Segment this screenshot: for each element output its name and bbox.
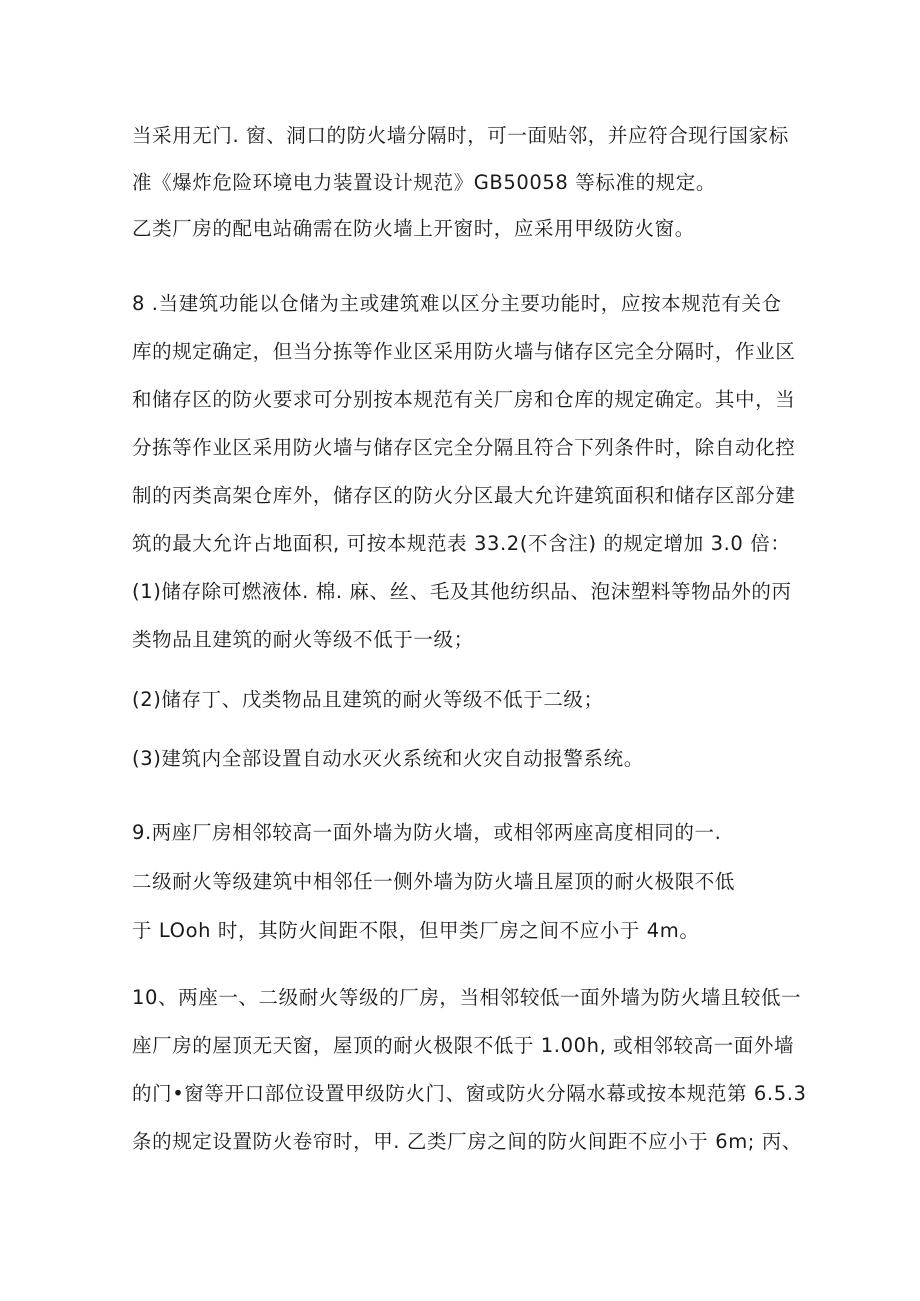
- text-line: 二级耐火等级建筑中相邻任一侧外墙为防火墙且屋顶的耐火极限不低: [132, 870, 736, 893]
- text-line: 准《爆炸危险环境电力装置设计规范》GB50058 等标准的规定。: [132, 171, 716, 194]
- text-line: 8 .当建筑功能以仓储为主或建筑难以区分主要功能时，应按本规范有关仓: [132, 292, 782, 315]
- text-line: 当采用无门. 窗、洞口的防火墙分隔时，可一面贴邻，并应符合现行国家标: [132, 124, 789, 147]
- text-line: 于 LOoh 时，其防火间距不限，但甲类厂房之间不应小于 4m。: [132, 919, 700, 942]
- text-line: 乙类厂房的配电站确需在防火墙上开窗时，应采用甲级防火窗。: [132, 217, 695, 240]
- text-line: 9.两座厂房相邻较高一面外墙为防火墙，或相邻两座高度相同的一.: [132, 821, 722, 844]
- text-line: 筑的最大允许占地面积, 可按本规范表 33.2(不含注) 的规定增加 3.0 倍：: [132, 532, 791, 555]
- text-line: (2)储存丁、戊类物品且建筑的耐火等级不低于二级；: [132, 688, 604, 711]
- text-line: 库的规定确定，但当分拣等作业区采用防火墙与储存区完全分隔时，作业区: [132, 340, 796, 363]
- text-line: 条的规定设置防火卷帘时，甲. 乙类厂房之间的防火间距不应小于 6m; 丙、: [132, 1130, 802, 1153]
- text-line: 和储存区的防火要求可分别按本规范有关厂房和仓库的规定确定。其中，当: [132, 388, 796, 411]
- text-line: (3)建筑内全部设置自动水灭火系统和火灾自动报警系统。: [132, 747, 644, 770]
- text-line: 制的丙类高架仓库外，储存区的防火分区最大允许建筑面积和储存区部分建: [132, 484, 796, 507]
- text-line: 的门•窗等开口部位设置甲级防火门、窗或防火分隔水幕或按本规范第 6.5.3: [132, 1082, 807, 1105]
- text-line: 座厂房的屋顶无天窗，屋顶的耐火极限不低于 1.00h, 或相邻较高一面外墙: [132, 1034, 795, 1057]
- text-line: (1)储存除可燃液体. 棉. 麻、丝、毛及其他纺织品、泡沫塑料等物品外的丙: [132, 580, 792, 603]
- text-line: 10、两座一、二级耐火等级的厂房，当相邻较低一面外墙为防火墙且较低一: [132, 986, 802, 1009]
- text-line: 类物品且建筑的耐火等级不低于一级；: [132, 628, 474, 651]
- text-line: 分拣等作业区采用防火墙与储存区完全分隔且符合下列条件时，除自动化控: [132, 436, 796, 459]
